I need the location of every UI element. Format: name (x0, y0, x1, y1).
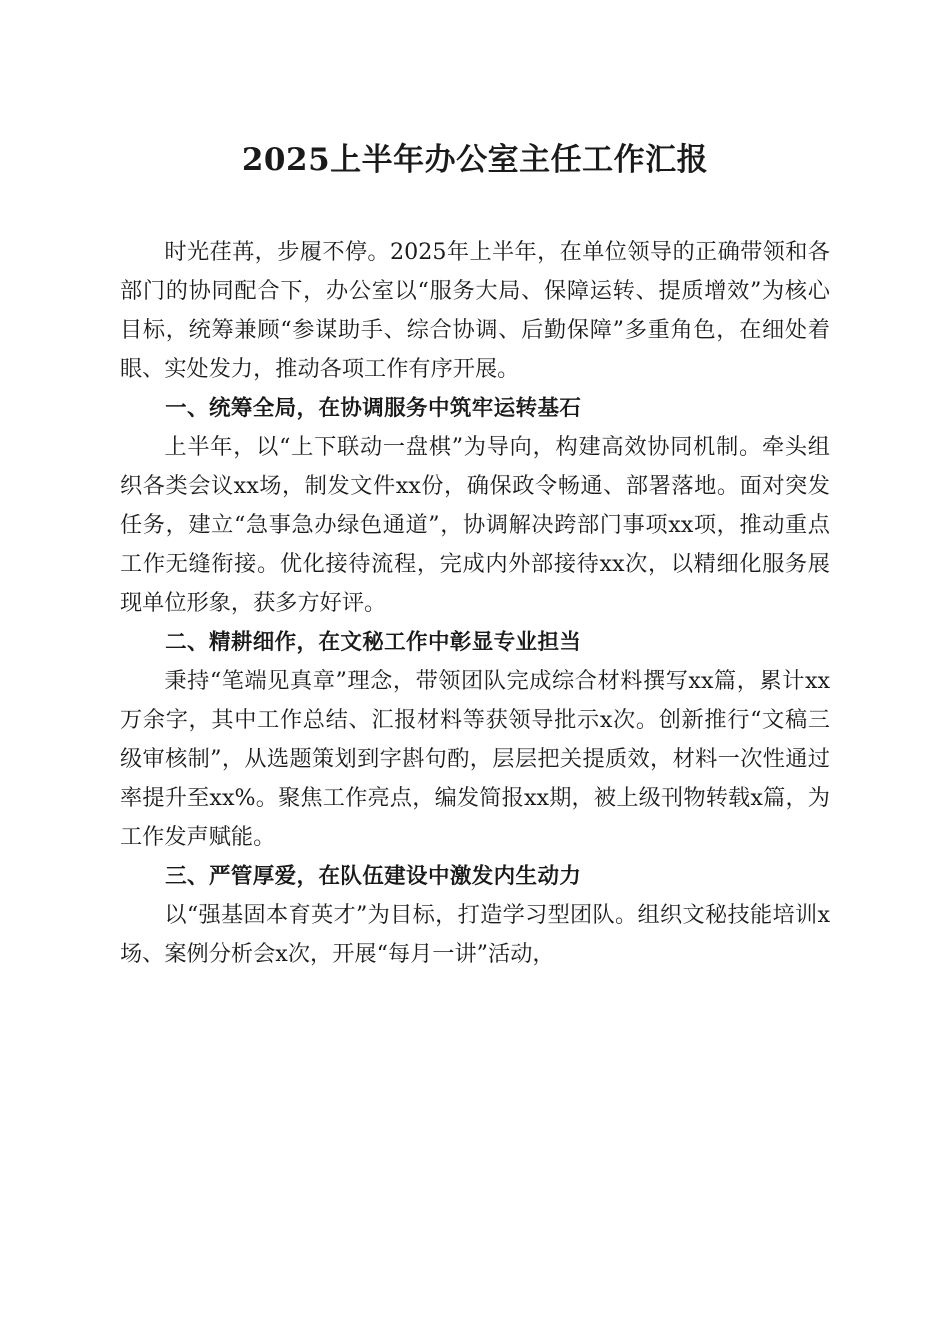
section-paragraph-1: 上半年，以“上下联动一盘棋”为导向，构建高效协同机制。牵头组织各类会议xx场，制发文件xx份，确保政令畅通、部署落地。面对突发任务，建立“急事急办绿色通道”，协调解决跨部门事项xx项，推动重点工作无缝衔接。优化接待流程，完成内外部接待xx次，以精细化服务展现单位形象，获多方好评。 (120, 434, 830, 616)
section-paragraph-3: 以“强基固本育英才”为目标，打造学习型团队。组织文秘技能培训x场、案例分析会x次，开展“每月一讲”活动， (120, 902, 830, 967)
section-heading-1: 一、统筹全局，在协调服务中筑牢运转基石 (165, 396, 582, 421)
document-title: 2025上半年办公室主任工作汇报 (241, 142, 709, 178)
section-heading-3: 三、严管厚爱，在队伍建设中激发内生动力 (165, 864, 582, 889)
intro-paragraph: 时光荏苒，步履不停。2025年上半年，在单位领导的正确带领和各部门的协同配合下，办公室以“服务大局、保障运转、提质增效”为核心目标，统筹兼顾“参谋助手、综合协调、后勤保障”多重角色，在细处着眼、实处发力，推动各项工作有序开展。 (120, 239, 830, 382)
section-heading-2: 二、精耕细作，在文秘工作中彰显专业担当 (165, 630, 582, 655)
document-body (120, 233, 830, 974)
section-paragraph-2: 秉持“笔端见真章”理念，带领团队完成综合材料撰写xx篇，累计xx万余字，其中工作总结、汇报材料等获领导批示x次。创新推行“文稿三级审核制”，从选题策划到字斟句酌，层层把关提质效，材料一次性通过率提升至xx%。聚焦工作亮点，编发简报xx期，被上级刊物转载x篇，为工作发声赋能。 (120, 668, 830, 850)
